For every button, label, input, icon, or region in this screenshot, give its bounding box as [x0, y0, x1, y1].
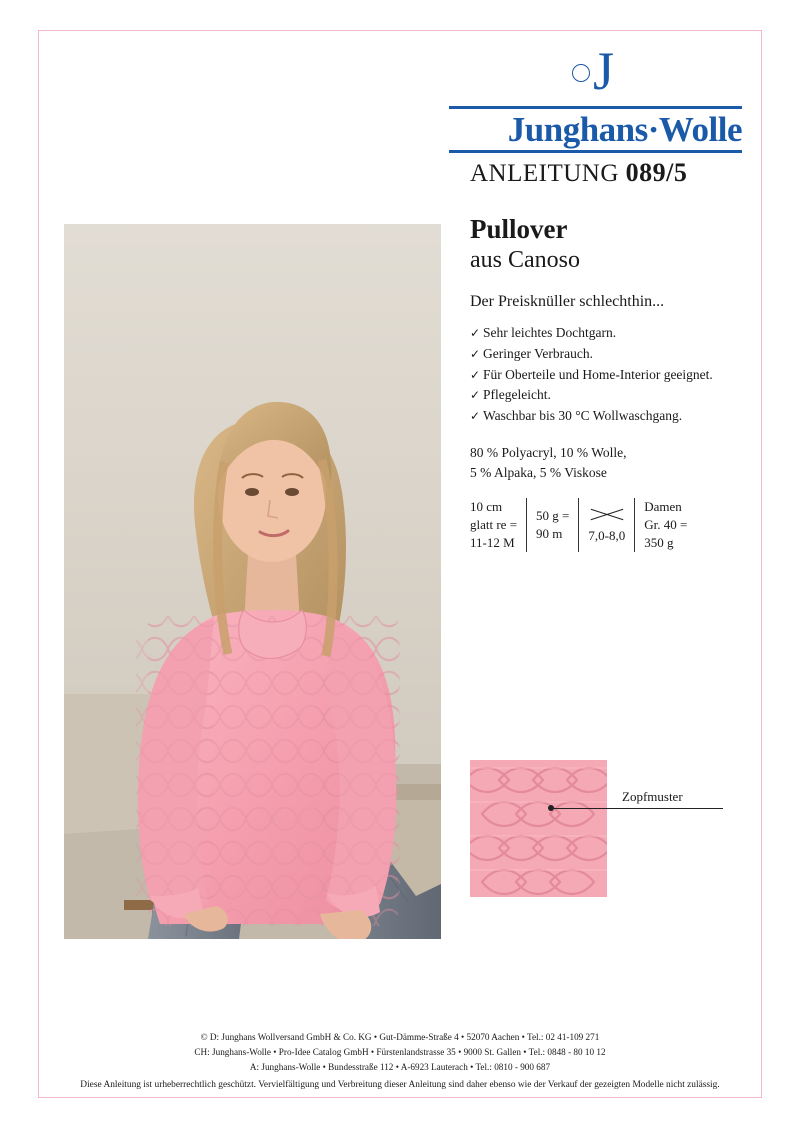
- brand-rule-top: [449, 106, 742, 109]
- swatch-illustration: [470, 760, 607, 897]
- spec-ball-line-2: 90 m: [536, 526, 563, 542]
- model-photo-illustration: [64, 224, 441, 939]
- footer-line-2: CH: Junghans-Wolle • Pro-Idee Catalog GmbH • Fürstenlandstrasse 35 • 9000 St. Gallen • Tel.: 0848 - 80 10 12: [194, 1046, 606, 1057]
- info-column: [470, 158, 750, 552]
- feature-item: ✓ Pflegeleicht.: [470, 385, 750, 406]
- brand-header: [442, 41, 742, 153]
- product-subtitle: aus Canoso: [470, 246, 580, 273]
- spec-needle-size: [578, 498, 634, 552]
- feature-item: ✓ Für Oberteile und Home-Interior geeignet.: [470, 365, 750, 386]
- instruction-number-heading: [470, 158, 750, 188]
- spec-size-line-1: Damen: [644, 499, 682, 515]
- spec-gauge-line-1: 10 cm: [470, 499, 503, 515]
- swatch-callout: [548, 789, 748, 820]
- brand-rule-bottom: [449, 150, 742, 153]
- stitch-pattern-swatch: [470, 760, 607, 897]
- feature-item: ✓ Geringer Verbrauch.: [470, 344, 750, 365]
- footer-legal-notice: Diese Anleitung ist urheberrechtlich geschützt. Vervielfältigung und Verbreitung dieser Anleitung sind daher ebenso wie der Verkauf der gezeigten Modelle nicht zulässig.: [80, 1079, 720, 1090]
- model-photo: [64, 224, 441, 939]
- swatch-label: Zopfmuster: [618, 789, 687, 805]
- footer: [38, 1030, 762, 1093]
- junghans-logo-icon: J: [570, 48, 614, 104]
- spec-size-line-3: 350 g: [644, 535, 674, 551]
- composition-line-1: 80 % Polyacryl, 10 % Wolle,: [470, 445, 627, 461]
- knitting-needles-icon: [590, 505, 624, 525]
- product-title: Pullover: [470, 214, 568, 244]
- feature-item: ✓ Waschbar bis 30 °C Wollwaschgang.: [470, 406, 750, 427]
- spec-ball-line-1: 50 g =: [536, 508, 570, 524]
- callout-leader-line: [551, 808, 723, 809]
- spec-ball-size: [526, 498, 578, 552]
- footer-line-3: A: Junghans-Wolle • Bundesstraße 112 • A-6923 Lauterach • Tel.: 0810 - 900 687: [249, 1061, 551, 1072]
- spec-gauge-line-2: glatt re =: [470, 517, 518, 533]
- spec-size-line-2: Gr. 40 =: [644, 517, 688, 533]
- fiber-composition: [470, 443, 750, 482]
- brand-name: Junghans·Wolle: [507, 109, 742, 149]
- composition-line-2: 5 % Alpaka, 5 % Viskose: [470, 464, 607, 480]
- spec-gauge: [470, 498, 526, 552]
- footer-line-1: © D: Junghans Wollversand GmbH & Co. KG • Gut-Dämme-Straße 4 • 52070 Aachen • Tel.: 02 41-109 271: [200, 1032, 600, 1042]
- anleitung-number: 089/5: [625, 158, 688, 187]
- spec-needle-value: 7,0-8,0: [588, 528, 626, 544]
- feature-item: ✓ Sehr leichtes Dochtgarn.: [470, 323, 750, 344]
- product-tagline: Der Preisknüller schlechthin...: [470, 292, 665, 310]
- spec-table: [470, 498, 750, 552]
- feature-list: [470, 323, 750, 428]
- anleitung-label: ANLEITUNG: [470, 160, 619, 187]
- spec-yarn-amount: [634, 498, 696, 552]
- spec-gauge-line-3: 11-12 M: [470, 535, 515, 551]
